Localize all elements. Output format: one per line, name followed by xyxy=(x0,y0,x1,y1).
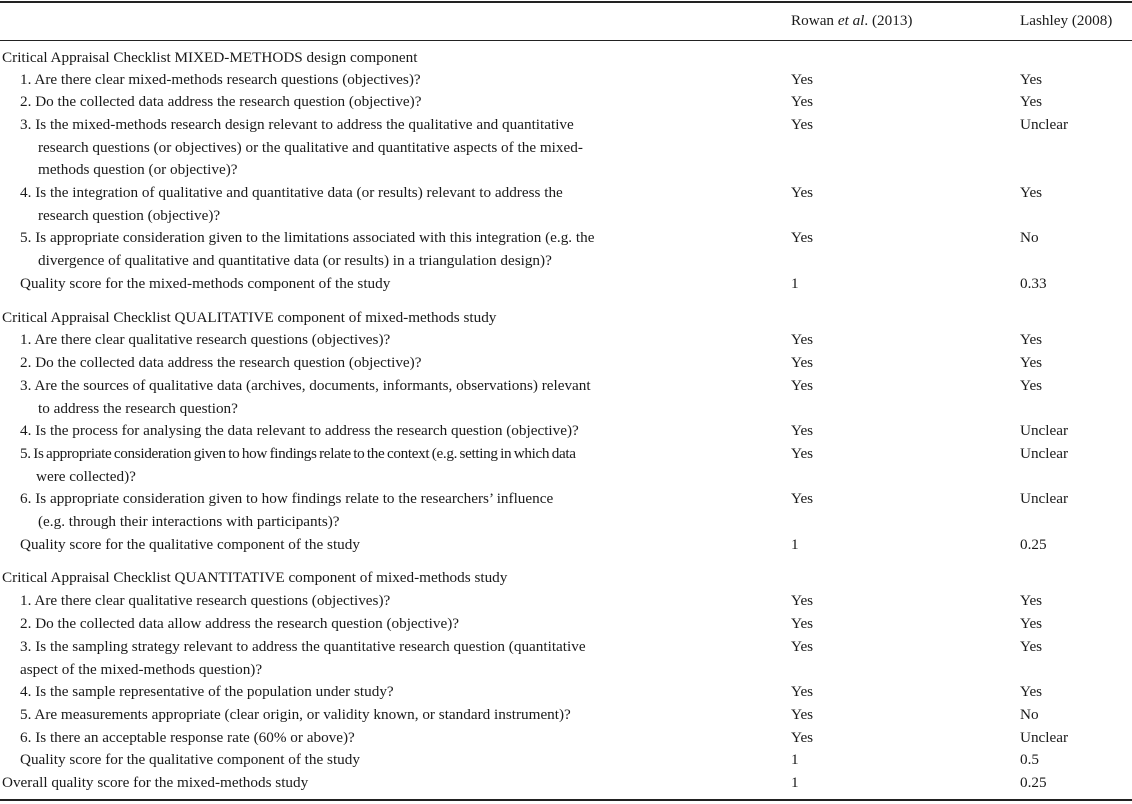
overall-score-lashley: 0.25 xyxy=(1020,774,1047,791)
answer-lashley: Yes xyxy=(1020,615,1043,632)
question-text-continued: aspect of the mixed-methods question)? xyxy=(20,661,263,678)
section-title-mixed-methods: Critical Appraisal Checklist MIXED-METHODS design component xyxy=(2,49,418,66)
score-rowan: 1 xyxy=(791,751,799,768)
score-lashley: 0.5 xyxy=(1020,751,1039,768)
question-text-continued: were collected)? xyxy=(36,468,136,485)
question-text: 6. Is there an acceptable response rate (60% or above)? xyxy=(20,729,355,746)
question-text-continued: research question (objective)? xyxy=(38,207,221,224)
question-text: 4. Is the sample representative of the population under study? xyxy=(20,683,394,700)
answer-rowan: Yes xyxy=(791,683,814,700)
answer-rowan: Yes xyxy=(791,445,814,462)
section-title-qualitative: Critical Appraisal Checklist QUALITATIVE component of mixed-methods study xyxy=(2,309,497,326)
overall-score-label: Overall quality score for the mixed-methods study xyxy=(2,774,309,791)
question-text: 3. Is the mixed-methods research design relevant to address the qualitative and quantitative xyxy=(20,116,574,133)
answer-lashley: Unclear xyxy=(1020,422,1069,439)
answer-rowan: Yes xyxy=(791,592,814,609)
answer-lashley: Yes xyxy=(1020,93,1043,110)
question-text: 4. Is the integration of qualitative and quantitative data (or results) relevant to address the xyxy=(20,184,563,201)
overall-score-rowan: 1 xyxy=(791,774,799,791)
question-text: 5. Is appropriate consideration given to how findings relate to the context (e.g. setting in which data xyxy=(20,445,576,462)
answer-lashley: No xyxy=(1020,229,1039,246)
question-text-continued: methods question (or objective)? xyxy=(38,161,238,178)
answer-lashley: Unclear xyxy=(1020,445,1069,462)
answer-rowan: Yes xyxy=(791,729,814,746)
question-text: 3. Is the sampling strategy relevant to address the quantitative research question (quantitative xyxy=(20,638,586,655)
answer-lashley: Yes xyxy=(1020,683,1043,700)
column-header-rowan: Rowan et al. (2013) xyxy=(791,12,913,29)
answer-lashley: Unclear xyxy=(1020,490,1069,507)
question-text: 6. Is appropriate consideration given to how findings relate to the researchers’ influence xyxy=(20,490,554,507)
answer-lashley: No xyxy=(1020,706,1039,723)
question-text: 1. Are there clear mixed-methods research questions (objectives)? xyxy=(20,71,421,88)
answer-rowan: Yes xyxy=(791,377,814,394)
question-text: 2. Do the collected data address the research question (objective)? xyxy=(20,93,422,110)
answer-lashley: Unclear xyxy=(1020,729,1069,746)
question-text: 5. Is appropriate consideration given to the limitations associated with this integration (e.g. the xyxy=(20,229,595,246)
question-text-continued: to address the research question? xyxy=(38,400,238,417)
answer-rowan: Yes xyxy=(791,71,814,88)
answer-rowan: Yes xyxy=(791,638,814,655)
quality-score-label: Quality score for the qualitative component of the study xyxy=(20,536,360,553)
header-rule xyxy=(0,40,1132,41)
question-text: 5. Are measurements appropriate (clear origin, or validity known, or standard instrument)? xyxy=(20,706,571,723)
answer-rowan: Yes xyxy=(791,422,814,439)
answer-lashley: Yes xyxy=(1020,377,1043,394)
score-lashley: 0.33 xyxy=(1020,275,1047,292)
question-text: 2. Do the collected data address the research question (objective)? xyxy=(20,354,422,371)
answer-rowan: Yes xyxy=(791,116,814,133)
question-text: 4. Is the process for analysing the data relevant to address the research question (objective)? xyxy=(20,422,579,439)
answer-lashley: Yes xyxy=(1020,184,1043,201)
answer-lashley: Yes xyxy=(1020,71,1043,88)
question-text: 1. Are there clear qualitative research questions (objectives)? xyxy=(20,331,391,348)
answer-rowan: Yes xyxy=(791,184,814,201)
question-text: 1. Are there clear qualitative research questions (objectives)? xyxy=(20,592,391,609)
answer-lashley: Unclear xyxy=(1020,116,1069,133)
section-title-quantitative: Critical Appraisal Checklist QUANTITATIVE component of mixed-methods study xyxy=(2,569,508,586)
table-bottom-rule xyxy=(0,799,1132,801)
answer-rowan: Yes xyxy=(791,354,814,371)
answer-lashley: Yes xyxy=(1020,638,1043,655)
answer-rowan: Yes xyxy=(791,706,814,723)
score-rowan: 1 xyxy=(791,275,799,292)
answer-lashley: Yes xyxy=(1020,592,1043,609)
answer-rowan: Yes xyxy=(791,93,814,110)
question-text-continued: (e.g. through their interactions with participants)? xyxy=(38,513,340,530)
question-text-continued: divergence of qualitative and quantitative data (or results) in a triangulation design)? xyxy=(38,252,552,269)
table-top-rule xyxy=(0,1,1132,3)
answer-lashley: Yes xyxy=(1020,354,1043,371)
question-text-continued: research questions (or objectives) or the qualitative and quantitative aspects of the mixed- xyxy=(38,139,583,156)
score-rowan: 1 xyxy=(791,536,799,553)
question-text: 2. Do the collected data allow address the research question (objective)? xyxy=(20,615,459,632)
answer-rowan: Yes xyxy=(791,615,814,632)
answer-rowan: Yes xyxy=(791,490,814,507)
answer-rowan: Yes xyxy=(791,331,814,348)
answer-rowan: Yes xyxy=(791,229,814,246)
quality-score-label: Quality score for the qualitative component of the study xyxy=(20,751,360,768)
question-text: 3. Are the sources of qualitative data (archives, documents, informants, observations) relevant xyxy=(20,377,591,394)
quality-score-label: Quality score for the mixed-methods component of the study xyxy=(20,275,391,292)
column-header-lashley: Lashley (2008) xyxy=(1020,12,1113,29)
answer-lashley: Yes xyxy=(1020,331,1043,348)
score-lashley: 0.25 xyxy=(1020,536,1047,553)
